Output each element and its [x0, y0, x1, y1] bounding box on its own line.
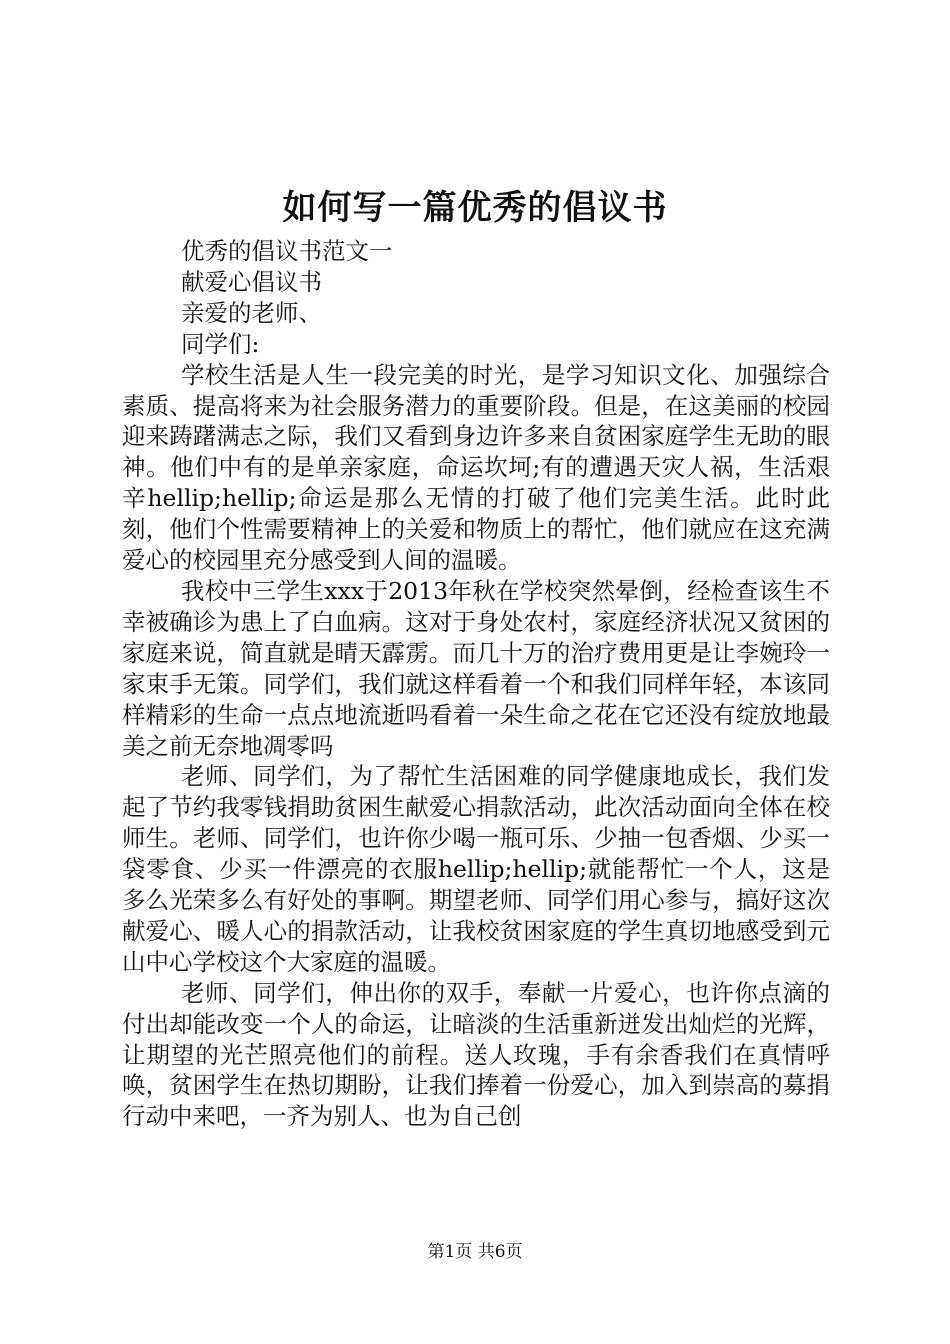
body-paragraph: 老师、同学们，伸出你的双手，奉献一片爱心，也许你点滴的付出却能改变一个人的命运，让暗淡的生活重新迸发出灿烂的光辉，让期望的光芒照亮他们的前程。送人玫瑰，手有余香我们在真情呼唤，贫困学生在热切期盼，让我们捧着一份爱心，加入到崇高的募捐行动中来吧，一齐为别人、也为自己创	[122, 978, 830, 1131]
document-title: 如何写一篇优秀的倡议书	[282, 188, 668, 228]
salutation-line: 亲爱的老师、	[181, 298, 322, 327]
page-footer: 第1页 共6页	[427, 1242, 523, 1262]
body-paragraph: 老师、同学们，为了帮忙生活困难的同学健康地成长，我们发起了节约我零钱捐助贫困生献爱心捐款活动，此次活动面向全体在校师生。老师、同学们，也许你少喝一瓶可乐、少抽一包香烟、少买一袋零食、少买一件漂亮的衣服hellip;hellip;就能帮忙一个人，这是多么光荣多么有好处的事啊。期望老师、同学们用心参与，搞好这次献爱心、暖人心的捐款活动，让我校贫困家庭的学生真切地感受到元山中心学校这个大家庭的温暖。	[122, 762, 830, 976]
document-body	[122, 236, 830, 1132]
body-paragraph: 我校中三学生xxx于2013年秋在学校突然晕倒，经检查该生不幸被确诊为患上了白血病。这对于身处农村，家庭经济状况又贫困的家庭来说，简直就是晴天霹雳。而几十万的治疗费用更是让李婉玲一家束手无策。同学们，我们就这样看着一个和我们同样年轻，本该同样精彩的生命一点点地流逝吗看着一朵生命之花在它还没有绽放地最美之前无奈地凋零吗	[122, 576, 830, 760]
salutation-line: 同学们:	[181, 329, 260, 358]
letter-title: 献爱心倡议书	[181, 267, 322, 296]
subtitle-line: 优秀的倡议书范文一	[181, 237, 393, 265]
body-paragraph: 学校生活是人生一段完美的时光，是学习知识文化、加强综合素质、提高将来为社会服务潜力的重要阶段。但是，在这美丽的校园迎来踌躇满志之际，我们又看到身边许多来自贫困家庭学生无助的眼神。他们中有的是单亲家庭，命运坎坷;有的遭遇天灾人祸，生活艰辛hellip;hellip;命运是那么无情的打破了他们完美生活。此时此刻，他们个性需要精神上的关爱和物质上的帮忙，他们就应在这充满爱心的校园里充分感受到人间的温暖。	[122, 360, 830, 575]
